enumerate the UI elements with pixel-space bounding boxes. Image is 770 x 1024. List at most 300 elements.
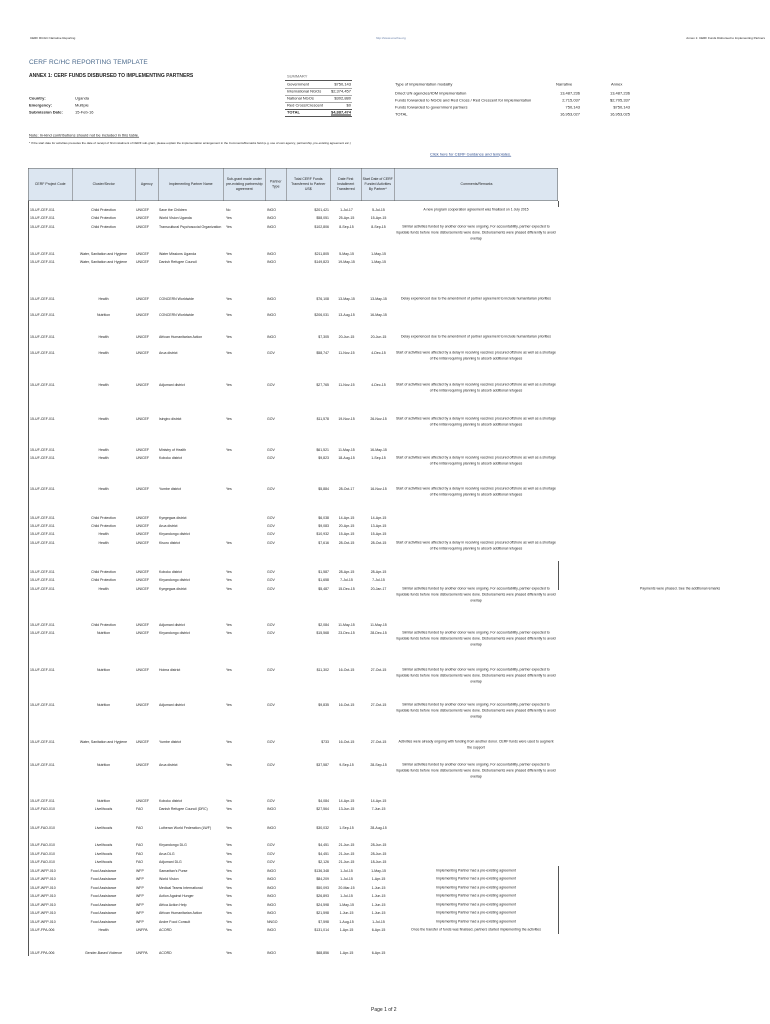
cluster-sector: Child Protection bbox=[91, 578, 116, 582]
cluster-sector: Health bbox=[98, 587, 109, 591]
partner-name: Adjumani district bbox=[159, 383, 185, 387]
funds-transferred: $58,747 bbox=[316, 351, 329, 355]
page-header-right: Annex 1: CERF Funds Disbursed to Implementing Partners bbox=[686, 37, 765, 40]
modality-header: Type of implementation modality bbox=[395, 82, 453, 87]
column-header: Sub-grant made under pre-existing partnership agreement bbox=[224, 169, 266, 201]
project-code: 15-UF-CEF-011 bbox=[30, 417, 55, 421]
start-date: 18-Jun-15 bbox=[370, 860, 387, 864]
date-first-installment: 20-Jun-15 bbox=[338, 335, 355, 339]
sub-grant-flag: No bbox=[226, 208, 231, 212]
project-code: 15-UF-CEF-011 bbox=[30, 578, 55, 582]
agency: UNICEF bbox=[136, 456, 150, 460]
sub-grant-flag: Yes bbox=[226, 951, 232, 955]
project-code: 15-UF-CEF-011 bbox=[30, 225, 55, 229]
project-code: 15-UF-CEF-011 bbox=[30, 216, 55, 220]
funds-transferred: $68,856 bbox=[316, 951, 329, 955]
modality-col-narrative: Narrative bbox=[556, 82, 573, 87]
sub-grant-flag: Yes bbox=[226, 260, 232, 264]
table-row bbox=[0, 841, 770, 850]
page-number: Page 1 of 2 bbox=[371, 1007, 397, 1013]
start-date: 28-Dec-15 bbox=[370, 631, 387, 635]
table-row bbox=[0, 214, 770, 223]
partner-type: GOV bbox=[267, 570, 275, 574]
start-date: 28-Sep-15 bbox=[370, 763, 387, 767]
agency: UNICEF bbox=[136, 417, 150, 421]
partner-type: GOV bbox=[267, 763, 275, 767]
project-code: 15-UF-CEF-011 bbox=[30, 313, 55, 317]
start-date: 6-Apr-15 bbox=[371, 951, 386, 955]
start-date: 7-Jun-15 bbox=[371, 807, 386, 811]
note-in-kind: Note: In-kind contributions should not be included in this table. bbox=[29, 133, 140, 138]
start-date: 28-Oct-15 bbox=[370, 541, 387, 545]
partner-name: Arua district bbox=[159, 524, 178, 528]
cluster-sector: Health bbox=[98, 417, 109, 421]
funds-transferred: $7,598 bbox=[318, 920, 329, 924]
start-date: 15-Apr-15 bbox=[370, 532, 387, 536]
date-first-installment: 28-Apr-15 bbox=[338, 570, 355, 574]
partner-type: GOV bbox=[267, 541, 275, 545]
project-code: 15-UF-CEF-011 bbox=[30, 351, 55, 355]
funds-transferred: $211,805 bbox=[314, 252, 329, 256]
summary-top-rule bbox=[285, 80, 352, 81]
agency: UNICEF bbox=[136, 448, 150, 452]
project-code: 15-UF-FAO-010 bbox=[30, 852, 55, 856]
project-code: 15-UF-FAO-010 bbox=[30, 860, 55, 864]
start-date: 4-Dec-15 bbox=[371, 351, 386, 355]
funds-transferred: $58,051 bbox=[316, 216, 329, 220]
table-row bbox=[0, 824, 770, 833]
comments-remarks: Implementing Partner had a pre-existing agreement bbox=[436, 894, 516, 898]
project-code: 15-UF-CEF-011 bbox=[30, 703, 55, 707]
agency: WFP bbox=[136, 920, 144, 924]
column-header: Implementing Partner Name bbox=[159, 169, 224, 201]
table-row bbox=[0, 415, 770, 427]
column-header: Cluster/Sector bbox=[73, 169, 136, 201]
column-header: Date First Installment Transferred bbox=[331, 169, 362, 201]
funds-transferred: $206,031 bbox=[314, 313, 329, 317]
date-first-installment: 15-Dec-15 bbox=[338, 587, 355, 591]
cluster-sector: Water, Sanitation and Hygiene bbox=[79, 252, 128, 256]
funds-transferred: $27,765 bbox=[316, 383, 329, 387]
date-first-installment: 25-Apr-15 bbox=[338, 216, 355, 220]
funds-transferred: $9,823 bbox=[318, 456, 329, 460]
funds-transferred: $2,126 bbox=[318, 860, 329, 864]
comments-remarks: Start of activities were affected by a delay in receiving vaccines procured offshore as well as a shortage of the initial requiring planning to absorb additional refugees bbox=[396, 541, 556, 551]
agency: UNICEF bbox=[136, 516, 150, 520]
project-code: 15-UF-CEF-011 bbox=[30, 260, 55, 264]
agency: FAO bbox=[136, 826, 144, 830]
sub-grant-flag: Yes bbox=[226, 587, 232, 591]
sub-grant-flag: Yes bbox=[226, 668, 232, 672]
funds-transferred: $76,108 bbox=[316, 297, 329, 301]
start-date: 13-Apr-15 bbox=[370, 524, 387, 528]
cluster-sector: Health bbox=[98, 532, 109, 536]
partner-type: INGO bbox=[267, 313, 276, 317]
agency: UNICEF bbox=[136, 668, 150, 672]
partner-name: African Humanitarian Action bbox=[159, 335, 203, 339]
partner-name: Hoima district bbox=[159, 668, 181, 672]
sub-grant-flag: Yes bbox=[226, 578, 232, 582]
date-first-installment: 1-Jun-15 bbox=[339, 911, 354, 915]
date-first-installment: 11-Nov-15 bbox=[338, 351, 355, 355]
agency: WFP bbox=[136, 903, 144, 907]
cluster-sector: Child Protection bbox=[91, 208, 116, 212]
partner-type: INGO bbox=[267, 869, 276, 873]
partner-name: Lutheran World Federation (LWF) bbox=[159, 826, 212, 830]
summary-label: International NGOs bbox=[287, 89, 322, 94]
cluster-sector: Gender-Based Violence bbox=[84, 951, 123, 955]
comments-remarks: Once the transfer of funds was finalised, partners started implementing the activities bbox=[411, 928, 541, 932]
sub-grant-flag: Yes bbox=[226, 335, 232, 339]
partner-name: Danish Refugee Council (DRC) bbox=[159, 807, 208, 811]
project-code: 15-UF-FPA-006 bbox=[30, 928, 55, 932]
date-first-installment: 1-Jul-15 bbox=[340, 877, 353, 881]
date-first-installment: 11-Nov-15 bbox=[338, 383, 355, 387]
comments-remarks: Implementing Partner had a pre-existing agreement bbox=[436, 903, 516, 907]
date-first-installment: 28-Oct-15 bbox=[338, 541, 355, 545]
partner-type: GOV bbox=[267, 448, 275, 452]
date-first-installment: 1-Jul-15 bbox=[340, 869, 353, 873]
funds-transferred: $30,032 bbox=[316, 826, 329, 830]
project-code: 15-UF-CEF-011 bbox=[30, 668, 55, 672]
agency: UNICEF bbox=[136, 740, 150, 744]
sub-grant-flag: Yes bbox=[226, 877, 232, 881]
date-first-installment: 9-Sep-15 bbox=[339, 763, 354, 767]
start-date: 1-Jun-15 bbox=[371, 886, 386, 890]
table-row bbox=[0, 805, 770, 814]
partner-name: Adjumani district bbox=[159, 623, 185, 627]
table-row bbox=[0, 909, 770, 918]
funds-transferred: $7,616 bbox=[318, 541, 329, 545]
date-first-installment: 8-Sep-15 bbox=[339, 225, 354, 229]
cluster-sector: Health bbox=[98, 456, 109, 460]
start-date: 14-Apr-15 bbox=[370, 516, 387, 520]
info-value: Uganda bbox=[75, 96, 90, 101]
sub-grant-flag: Yes bbox=[226, 807, 232, 811]
start-date: 16-May-15 bbox=[370, 313, 387, 317]
agency: WFP bbox=[136, 886, 144, 890]
partner-type: INGO bbox=[267, 877, 276, 881]
partner-name: World Vision bbox=[159, 877, 179, 881]
partner-type: GOV bbox=[267, 532, 275, 536]
sub-grant-flag: Yes bbox=[226, 826, 232, 830]
sub-grant-flag: Yes bbox=[226, 623, 232, 627]
start-date: 1-Apr-15 bbox=[371, 877, 386, 881]
comments-remarks: Start of activities were affected by a delay in receiving vaccines procured offshore as well as a shortage of the initial requiring planning to absorb additional refugees bbox=[396, 487, 556, 497]
date-first-installment: 28-Oct-17 bbox=[338, 487, 355, 491]
date-first-installment: 18-Aug-15 bbox=[338, 456, 355, 460]
table-row bbox=[0, 454, 770, 466]
partner-name: Koboko district bbox=[159, 570, 182, 574]
start-date: 8-Sep-15 bbox=[371, 225, 386, 229]
sub-grant-flag: Yes bbox=[226, 860, 232, 864]
partner-type: GOV bbox=[267, 578, 275, 582]
table-row bbox=[0, 485, 770, 497]
funds-transferred: $27,564 bbox=[316, 807, 329, 811]
funds-transferred: $102,806 bbox=[314, 225, 329, 229]
project-code: 15-UF-CEF-011 bbox=[30, 383, 55, 387]
comments-remarks: Start of activities were affected by a delay in receiving vaccines procured offshore as well as a shortage of the initial requiring planning to absorb additional refugees bbox=[396, 456, 556, 466]
start-date: 4-Dec-15 bbox=[371, 383, 386, 387]
table-row bbox=[0, 539, 770, 551]
cluster-sector: Health bbox=[98, 541, 109, 545]
sub-grant-flag: Yes bbox=[226, 216, 232, 220]
partner-name: Yumbe district bbox=[159, 740, 181, 744]
partner-type: INGO bbox=[267, 216, 276, 220]
footnote: * If the start date for activities precedes the date of receipt of first instalment of CERF sub-grant, please explain the implementation arrangement in the Comments/Remarks field (e.g. use of own agency, partnership, pre-existing agreement etc.) bbox=[29, 142, 351, 145]
summary-rule bbox=[285, 116, 352, 117]
modality-annex: $2,705,337 bbox=[609, 98, 630, 103]
partner-name: African Humanitarian Action bbox=[159, 911, 203, 915]
summary-value: $0 bbox=[346, 103, 351, 108]
start-date: 28-Aug-15 bbox=[370, 826, 387, 830]
project-code: 15-UF-WFP-010 bbox=[30, 903, 56, 907]
sub-grant-flag: Yes bbox=[226, 541, 232, 545]
sub-grant-flag: Yes bbox=[226, 911, 232, 915]
project-code: 15-UF-CEF-011 bbox=[30, 335, 55, 339]
summary-label: Government bbox=[287, 82, 310, 87]
comments-remarks: Similar activities funded by another donor were ongoing. For accountability, partner expected to liquidate funds before more disbursements were done. Disbursements were phased differently to avoid overlap bbox=[396, 763, 556, 779]
partner-name: Kiryandongo district bbox=[159, 631, 190, 635]
cluster-sector: Health bbox=[98, 351, 109, 355]
sub-grant-flag: Yes bbox=[226, 448, 232, 452]
date-first-installment: 15-Apr-15 bbox=[338, 532, 355, 536]
info-label: Country: bbox=[29, 96, 46, 101]
date-first-installment: 1-May-15 bbox=[339, 903, 354, 907]
agency: UNICEF bbox=[136, 799, 150, 803]
partner-type: GOV bbox=[267, 383, 275, 387]
agency: UNICEF bbox=[136, 351, 150, 355]
sub-grant-flag: Yes bbox=[226, 903, 232, 907]
sub-grant-flag: Yes bbox=[226, 631, 232, 635]
date-first-installment: 1-Apr-15 bbox=[339, 951, 354, 955]
cerf-guidance-link[interactable]: Click here for CERF Guidance and templates. bbox=[430, 152, 512, 157]
partner-name: Medical Teams International bbox=[159, 886, 203, 890]
sub-grant-flag: Yes bbox=[226, 920, 232, 924]
comments-remarks: A new program cooperation agreement was finalised on 1 July 2015 bbox=[423, 208, 529, 212]
date-first-installment: 23-Dec-15 bbox=[338, 631, 355, 635]
partner-name: Arua district bbox=[159, 763, 178, 767]
modality-narrative: 16,953,027 bbox=[559, 112, 580, 117]
sub-grant-flag: Yes bbox=[226, 799, 232, 803]
agency: UNICEF bbox=[136, 252, 150, 256]
funds-transferred: $4,451 bbox=[318, 843, 329, 847]
funds-transferred: $201,421 bbox=[314, 208, 329, 212]
date-first-installment: 11-May-15 bbox=[338, 623, 355, 627]
start-date: 1-May-15 bbox=[371, 869, 386, 873]
cluster-sector: Food Assistance bbox=[90, 869, 117, 873]
table-row bbox=[0, 761, 770, 779]
column-header: Start Date of CERF Funded Activities By Partner* bbox=[362, 169, 395, 201]
date-first-installment: 19-Nov-15 bbox=[338, 417, 355, 421]
funds-transferred: $1,658 bbox=[318, 578, 329, 582]
partner-name: Water Missions Uganda bbox=[159, 252, 197, 256]
partner-type: GOV bbox=[267, 703, 275, 707]
date-first-installment: 20-Apr-15 bbox=[338, 524, 355, 528]
partner-type: INGO bbox=[267, 928, 276, 932]
partner-name: Isingiro district bbox=[159, 417, 182, 421]
agency: UNICEF bbox=[136, 578, 150, 582]
cluster-sector: Livelihoods bbox=[94, 807, 113, 811]
partner-type: GOV bbox=[267, 456, 275, 460]
cluster-sector: Health bbox=[98, 335, 109, 339]
sub-grant-flag: Yes bbox=[226, 740, 232, 744]
start-date: 15-Apr-15 bbox=[370, 216, 387, 220]
cluster-sector: Water, Sanitation and Hygiene bbox=[79, 260, 128, 264]
comments-column-border bbox=[558, 201, 559, 207]
table-row bbox=[0, 530, 770, 539]
cluster-sector: Nutrition bbox=[96, 763, 111, 767]
comments-remarks: Activities were already ongoing with funding from another donor. CERF funds were used to augment the support bbox=[398, 740, 554, 750]
date-first-installment: 11-May-15 bbox=[338, 448, 355, 452]
comments-remarks: Start of activities were affected by a delay in receiving vaccines procured offshore as well as a shortage of the initial requiring planning to absorb additional refugees bbox=[396, 351, 556, 361]
modality-label: TOTAL bbox=[395, 112, 408, 117]
partner-name: Koboko district bbox=[159, 799, 182, 803]
modality-label: Funds forwarded to government partners bbox=[395, 105, 468, 110]
start-date: 1-May-15 bbox=[371, 260, 386, 264]
partner-type: NNGO bbox=[267, 920, 278, 924]
start-date: 27-Oct-15 bbox=[370, 703, 387, 707]
project-code: 15-UF-CEF-011 bbox=[30, 297, 55, 301]
project-code: 15-UF-FAO-010 bbox=[30, 826, 55, 830]
date-first-installment: 16-Oct-15 bbox=[338, 668, 355, 672]
sub-grant-flag: Yes bbox=[226, 570, 232, 574]
agency: FAO bbox=[136, 860, 144, 864]
funds-transferred: $7,305 bbox=[318, 335, 329, 339]
cluster-sector: Livelihoods bbox=[94, 843, 113, 847]
date-first-installment: 1-Jul-15 bbox=[340, 894, 353, 898]
comments-remarks: Similar activities funded by another donor were ongoing. For accountability, partner expected to liquidate funds before more disbursements were done. Disbursements were phased differently to avoid overlap bbox=[396, 225, 556, 241]
agency: UNICEF bbox=[136, 524, 150, 528]
funds-transferred: $2,084 bbox=[318, 623, 329, 627]
cluster-sector: Child Protection bbox=[91, 216, 116, 220]
partner-type: GOV bbox=[267, 623, 275, 627]
cluster-sector: Child Protection bbox=[91, 524, 116, 528]
project-code: 15-UF-CEF-011 bbox=[30, 763, 55, 767]
column-header: Partner Type bbox=[266, 169, 287, 201]
table-row bbox=[0, 858, 770, 867]
sub-grant-flag: Yes bbox=[226, 297, 232, 301]
modality-label: Funds forwarded to NGOs and Red Cross / Red Crescent for implementation bbox=[395, 98, 532, 103]
start-date: 28-Jun-15 bbox=[370, 852, 387, 856]
date-first-installment: 13-Aug-15 bbox=[338, 313, 355, 317]
date-first-installment: 14-Apr-15 bbox=[338, 799, 355, 803]
table-row bbox=[0, 258, 770, 267]
partner-name: Adjumani district bbox=[159, 703, 185, 707]
table-row bbox=[0, 701, 770, 719]
partner-type: GOV bbox=[267, 860, 275, 864]
date-first-installment: 21-Jun-15 bbox=[338, 852, 355, 856]
agency: UNICEF bbox=[136, 260, 150, 264]
start-date: 16-Nov-15 bbox=[370, 487, 387, 491]
comments-remarks: Implementing Partner had a pre-existing agreement bbox=[436, 920, 516, 924]
project-code: 15-UF-WFP-010 bbox=[30, 920, 56, 924]
partner-name: Save the Children bbox=[159, 208, 187, 212]
project-code: 15-UF-WFP-010 bbox=[30, 877, 56, 881]
date-first-installment: 7-Jul-15 bbox=[340, 578, 353, 582]
partner-type: INGO bbox=[267, 260, 276, 264]
partner-type: INGO bbox=[267, 225, 276, 229]
comments-remarks: Similar activities funded by another donor were ongoing. For accountability, partner expected to liquidate funds before more disbursements were done. Disbursements were phased differently to avoid overlap bbox=[396, 587, 556, 603]
partner-name: Transcultural Psychosocial Organization bbox=[159, 225, 222, 229]
partner-name: World Vision Uganda bbox=[159, 216, 192, 220]
cluster-sector: Food Assistance bbox=[90, 903, 117, 907]
column-header: Agency bbox=[136, 169, 159, 201]
sub-grant-flag: Yes bbox=[226, 886, 232, 890]
partner-name: CONCERN Worldwide bbox=[159, 313, 194, 317]
agency: UNFPA bbox=[136, 951, 148, 955]
date-first-installment: 16-Oct-15 bbox=[338, 703, 355, 707]
partner-name: CONCERN Worldwide bbox=[159, 297, 194, 301]
modality-annex: 16,953,025 bbox=[609, 112, 630, 117]
partner-type: GOV bbox=[267, 516, 275, 520]
date-first-installment: 1-Jul-17 bbox=[340, 208, 353, 212]
agency: UNICEF bbox=[136, 763, 150, 767]
agency: FAO bbox=[136, 807, 144, 811]
sub-grant-flag: Yes bbox=[226, 313, 232, 317]
summary-value: $4,887,474 bbox=[330, 110, 351, 115]
agency: UNICEF bbox=[136, 487, 150, 491]
cluster-sector: Food Assistance bbox=[90, 920, 117, 924]
date-first-installment: 5-May-15 bbox=[339, 252, 354, 256]
agency: FAO bbox=[136, 843, 144, 847]
start-date: 27-Oct-15 bbox=[370, 668, 387, 672]
summary-value: $302,880 bbox=[334, 96, 351, 101]
cluster-sector: Child Protection bbox=[91, 570, 116, 574]
table-row bbox=[0, 349, 770, 361]
cluster-sector: Food Assistance bbox=[90, 886, 117, 890]
agency: WFP bbox=[136, 869, 144, 873]
page-header-url[interactable]: http://www.unocha.org bbox=[376, 37, 406, 40]
date-first-installment: 16-Oct-15 bbox=[338, 740, 355, 744]
project-code: 15-UF-CEF-011 bbox=[30, 740, 55, 744]
side-remark: Payments were phased. See the additional remarks bbox=[640, 587, 721, 591]
funds-transferred: $61,521 bbox=[316, 448, 329, 452]
comments-column-border bbox=[558, 866, 559, 934]
cluster-sector: Livelihoods bbox=[94, 826, 113, 830]
table-row bbox=[0, 629, 770, 647]
partner-name: Yumbe district bbox=[159, 487, 181, 491]
agency: WFP bbox=[136, 894, 144, 898]
comments-remarks: Start of activities were affected by a delay in receiving vaccines procured offshore as well as a shortage of the initial requiring planning to absorb additional refugees bbox=[396, 383, 556, 393]
comments-remarks: Similar activities funded by another donor were ongoing. For accountability, partner expected to liquidate funds before more disbursements were done. Disbursements were phased differently to avoid overlap bbox=[396, 703, 556, 719]
table-row bbox=[0, 875, 770, 884]
start-date: 20-Jan-17 bbox=[370, 587, 387, 591]
start-date: 14-Apr-15 bbox=[370, 799, 387, 803]
funds-transferred: $10,932 bbox=[316, 532, 329, 536]
date-first-installment: 1-Apr-15 bbox=[339, 928, 354, 932]
agency: WFP bbox=[136, 877, 144, 881]
summary-value: $750,143 bbox=[334, 82, 351, 87]
cluster-sector: Child Protection bbox=[91, 623, 116, 627]
modality-narrative: 750,143 bbox=[565, 105, 580, 110]
summary-label: TOTAL bbox=[287, 110, 300, 115]
agency: UNICEF bbox=[136, 313, 150, 317]
start-date: 28-Apr-15 bbox=[370, 570, 387, 574]
project-code: 15-UF-CEF-011 bbox=[30, 208, 55, 212]
cluster-sector: Food Assistance bbox=[90, 877, 117, 881]
sub-grant-flag: Yes bbox=[226, 763, 232, 767]
project-code: 15-UF-CEF-011 bbox=[30, 631, 55, 635]
page-title: CERF RC/HC REPORTING TEMPLATE bbox=[29, 58, 148, 66]
partner-type: GOV bbox=[267, 740, 275, 744]
cluster-sector: Nutrition bbox=[96, 799, 111, 803]
project-code: 15-UF-FPA-006 bbox=[30, 951, 55, 955]
funds-transferred: $26,893 bbox=[316, 894, 329, 898]
partner-type: INGO bbox=[267, 894, 276, 898]
cluster-sector: Food Assistance bbox=[90, 911, 117, 915]
cluster-sector: Livelihoods bbox=[94, 860, 113, 864]
